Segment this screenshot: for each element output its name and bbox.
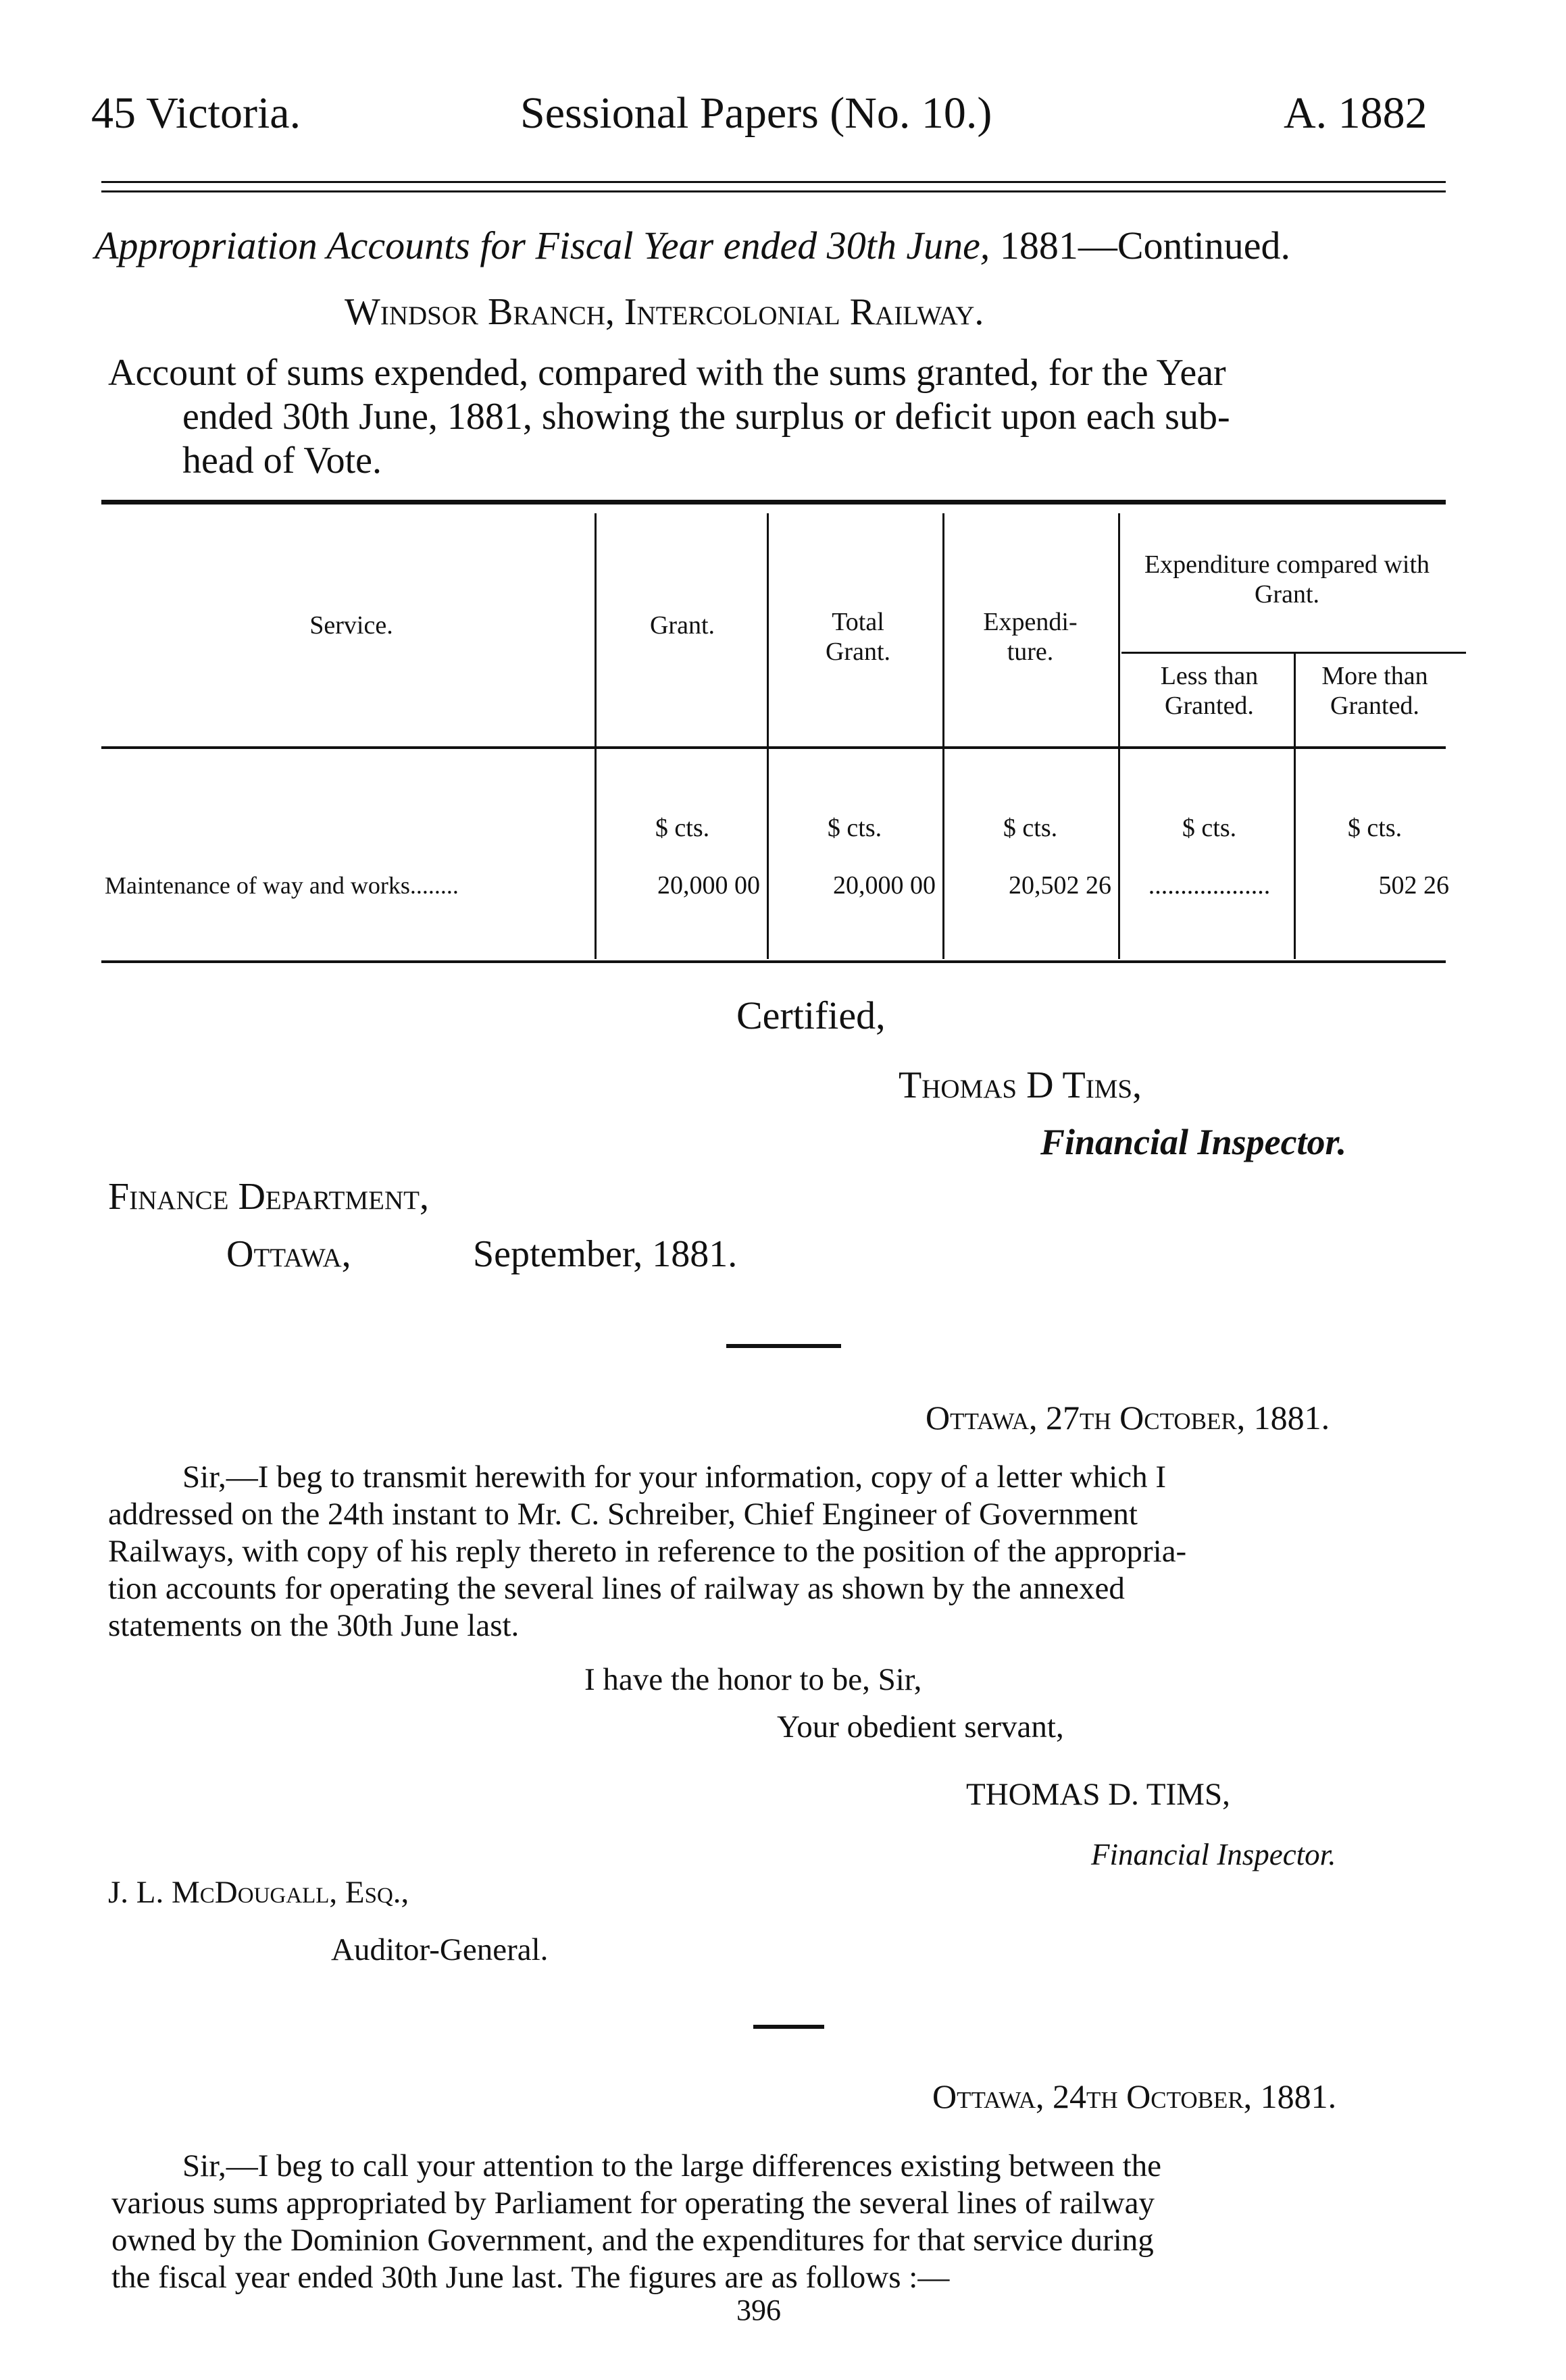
table-header-rule xyxy=(101,746,1446,749)
account-line-1: Account of sums expended, compared with the sums granted, for the Year xyxy=(108,352,1226,394)
section-title xyxy=(95,223,1290,268)
header-rule-top xyxy=(101,181,1446,183)
department-name: Finance Department, xyxy=(108,1176,429,1218)
table-compared-rule xyxy=(1121,652,1466,654)
header-title: Sessional Papers (No. 10.) xyxy=(520,88,992,138)
table-col-divider xyxy=(595,513,597,959)
col-header-more-than: More than Granted. xyxy=(1321,662,1428,720)
header-year: A. 1882 xyxy=(1284,88,1428,138)
unit-expenditure: $ cts. xyxy=(1003,814,1058,842)
letter1-signature-title: Financial Inspector. xyxy=(1091,1838,1336,1871)
table-top-rule xyxy=(101,500,1446,505)
letter2-line-2: various sums appropriated by Parliament for operating the several lines of railway xyxy=(111,2185,1155,2221)
letter1-line-2: addressed on the 24th instant to Mr. C. Schreiber, Chief Engineer of Government xyxy=(108,1497,1138,1532)
col-header-grant: Grant. xyxy=(649,611,715,640)
row-less-than: ................... xyxy=(1148,871,1271,900)
letter1-closing-2: Your obedient servant, xyxy=(777,1709,1064,1744)
table-bottom-rule xyxy=(101,960,1446,963)
row-grant: 20,000 00 xyxy=(657,871,760,900)
unit-more-than: $ cts. xyxy=(1347,814,1403,842)
letter2-line-4: the fiscal year ended 30th June last. The figures are as follows :— xyxy=(111,2260,950,2295)
col-header-compared: Expenditure compared with Grant. xyxy=(1144,550,1430,609)
unit-grant: $ cts. xyxy=(655,814,710,842)
account-line-2: ended 30th June, 1881, showing the surplus or deficit upon each sub- xyxy=(182,396,1230,438)
col-header-total-grant: Total Grant. xyxy=(825,608,891,666)
col-header-service: Service. xyxy=(309,611,393,640)
certifier-name: Thomas D Tims, xyxy=(899,1064,1142,1106)
unit-less-than: $ cts. xyxy=(1182,814,1237,842)
department-date: September, 1881. xyxy=(473,1233,738,1275)
table-col-divider xyxy=(1118,513,1120,959)
table-col-divider xyxy=(767,513,769,959)
section-divider xyxy=(753,2025,824,2029)
table-col-divider xyxy=(1294,652,1296,959)
header-rule-bottom xyxy=(101,190,1446,192)
header-volume: 45 Victoria. xyxy=(91,88,301,138)
row-expenditure: 20,502 26 xyxy=(1009,871,1111,900)
letter2-line-1: Sir,—I beg to call your attention to the large differences existing between the xyxy=(182,2148,1162,2183)
unit-total-grant: $ cts. xyxy=(827,814,882,842)
letter1-addressee-name: J. L. McDougall, Esq., xyxy=(108,1875,409,1910)
row-service: Maintenance of way and works........ xyxy=(105,872,459,899)
page-number: 396 xyxy=(736,2294,781,2327)
certified-label: Certified, xyxy=(736,993,886,1037)
row-total-grant: 20,000 00 xyxy=(833,871,936,900)
table-col-divider xyxy=(942,513,944,959)
col-header-less-than: Less than Granted. xyxy=(1160,662,1259,720)
account-line-3: head of Vote. xyxy=(182,440,382,482)
row-more-than: 502 26 xyxy=(1378,871,1449,900)
section-subtitle: Windsor Branch, Intercolonial Railway. xyxy=(345,291,984,333)
letter2-line-3: owned by the Dominion Government, and the expenditures for that service during xyxy=(111,2223,1154,2258)
letter1-line-3: Railways, with copy of his reply thereto in reference to the position of the appropria- xyxy=(108,1534,1187,1569)
letter1-dateline: Ottawa, 27th October, 1881. xyxy=(926,1399,1330,1437)
department-place: Ottawa, xyxy=(226,1233,351,1275)
certifier-title: Financial Inspector. xyxy=(1040,1122,1347,1162)
letter1-line-1: Sir,—I beg to transmit herewith for your information, copy of a letter which I xyxy=(182,1459,1167,1495)
section-divider xyxy=(726,1344,841,1348)
letter1-line-4: tion accounts for operating the several lines of railway as shown by the annexed xyxy=(108,1571,1125,1606)
letter2-dateline: Ottawa, 24th October, 1881. xyxy=(932,2077,1337,2115)
section-title-italic: Appropriation Accounts for Fiscal Year ended 30th June, xyxy=(95,224,990,267)
letter1-line-5: statements on the 30th June last. xyxy=(108,1608,520,1643)
section-title-plain: 1881—Continued. xyxy=(999,224,1290,267)
letter1-signature: THOMAS D. TIMS, xyxy=(966,1777,1230,1812)
letter1-closing-1: I have the honor to be, Sir, xyxy=(584,1662,922,1697)
letter1-addressee-title: Auditor-General. xyxy=(331,1932,549,1967)
col-header-expenditure: Expendi-ture. xyxy=(983,608,1078,666)
